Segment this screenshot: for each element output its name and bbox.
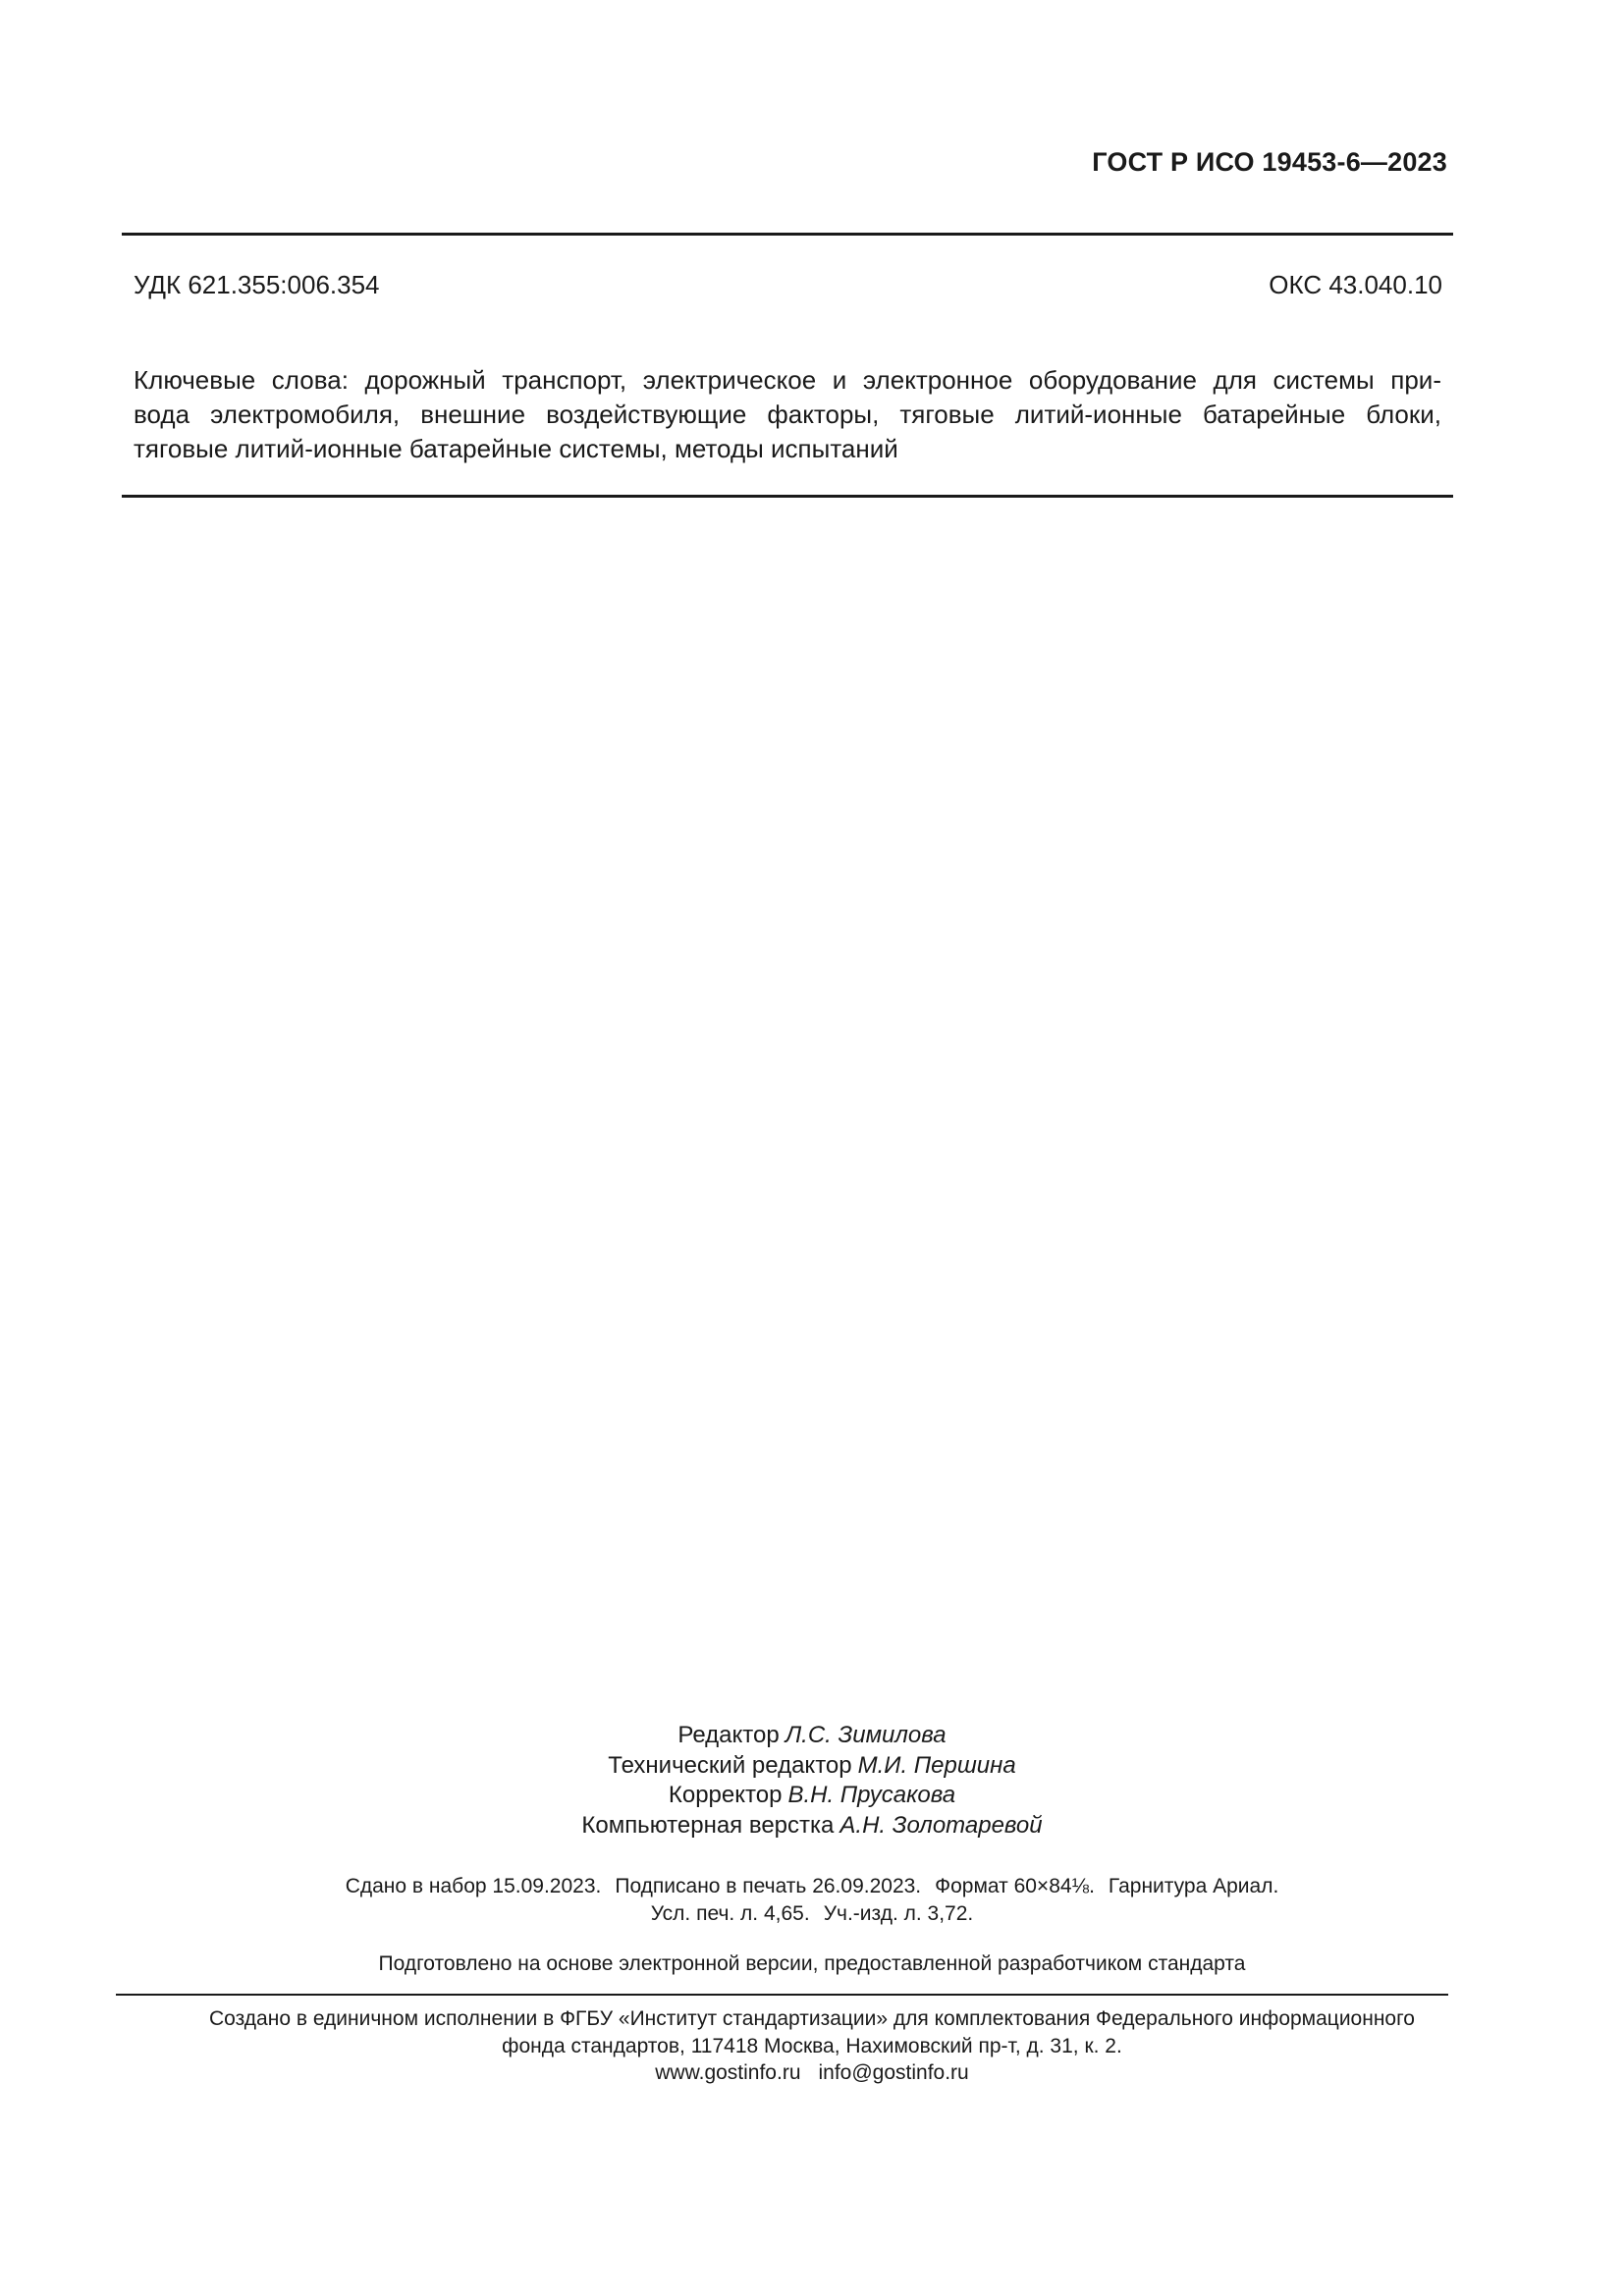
oks-code: ОКС 43.040.10 bbox=[1269, 270, 1442, 299]
credit-role: Технический редактор bbox=[608, 1751, 852, 1779]
credit-technical-editor bbox=[0, 1751, 1624, 1782]
contact-line bbox=[0, 2059, 1624, 2087]
document-code: ГОСТ Р ИСО 19453-6—2023 bbox=[1092, 147, 1447, 177]
imprint-line-1 bbox=[0, 1873, 1624, 1900]
keywords-line-2: вода электромобиля, внешние воздействующие факторы, тяговые литий-ионные батарейные блоки, bbox=[134, 400, 1441, 429]
credit-role: Корректор bbox=[668, 1782, 783, 1808]
credit-role: Редактор bbox=[677, 1722, 780, 1748]
credit-person: Л.С. Зимилова bbox=[785, 1722, 947, 1748]
imprint-print-sheets: Усл. печ. л. 4,65. bbox=[650, 1902, 810, 1925]
credit-layout bbox=[0, 1811, 1624, 1842]
imprint-format: Формат 60×84⅛. bbox=[935, 1875, 1095, 1897]
imprint-typeface: Гарнитура Ариал. bbox=[1108, 1875, 1279, 1897]
imprint-signed: Подписано в печать 26.09.2023. bbox=[615, 1875, 922, 1897]
imprint-block bbox=[0, 1873, 1624, 1928]
credit-person: М.И. Першина bbox=[857, 1751, 1016, 1779]
keywords-block bbox=[134, 363, 1441, 466]
created-note bbox=[0, 2005, 1624, 2087]
email-link[interactable]: info@gostinfo.ru bbox=[818, 2061, 969, 2084]
imprint-line-2 bbox=[0, 1900, 1624, 1928]
created-line-1: Создано в единичном исполнении в ФГБУ «Институт стандартизации» для комплектования Федерального информационного bbox=[209, 2007, 1415, 2030]
imprint-publisher-sheets: Уч.-изд. л. 3,72. bbox=[823, 1902, 974, 1925]
credit-role: Компьютерная верстка bbox=[581, 1811, 835, 1839]
website-link[interactable]: www.gostinfo.ru bbox=[655, 2061, 801, 2084]
credit-person: А.Н. Золотаревой bbox=[839, 1811, 1043, 1839]
footer-divider bbox=[116, 1994, 1448, 1996]
editorial-credits bbox=[0, 1721, 1624, 1841]
credit-editor bbox=[0, 1721, 1624, 1751]
top-divider bbox=[122, 233, 1453, 236]
prepared-note: Подготовлено на основе электронной версии, предоставленной разработчиком стандарта bbox=[378, 1952, 1246, 1975]
keywords-line-3: тяговые литий-ионные батарейные системы, методы испытаний bbox=[134, 434, 898, 463]
credit-proofreader bbox=[0, 1781, 1624, 1811]
keywords-line-1: Ключевые слова: дорожный транспорт, электрическое и электронное оборудование для системы при- bbox=[134, 365, 1441, 395]
udk-code: УДК 621.355:006.354 bbox=[134, 270, 380, 299]
middle-divider bbox=[122, 495, 1453, 498]
imprint-submitted: Сдано в набор 15.09.2023. bbox=[345, 1875, 602, 1897]
created-line-2: фонда стандартов, 117418 Москва, Нахимовский пр-т, д. 31, к. 2. bbox=[502, 2034, 1122, 2057]
credit-person: В.Н. Прусакова bbox=[787, 1782, 956, 1808]
